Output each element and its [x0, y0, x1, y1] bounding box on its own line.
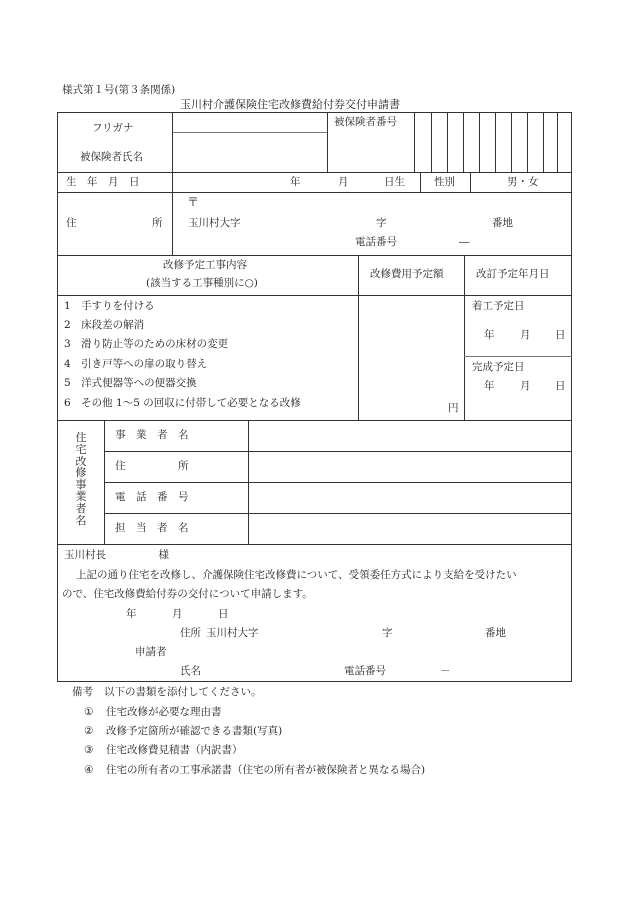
note-4-number: ④ [84, 764, 94, 776]
applicant-label: 申請者 [135, 646, 167, 658]
work-item-1[interactable]: 1 手すりを付ける [64, 300, 155, 312]
work-item-6[interactable]: 6 その他 1～5 の回収に付帯して必要となる改修 [64, 397, 301, 409]
address-aza: 字 [376, 217, 387, 229]
address-label-b: 所 [152, 217, 163, 229]
application-month-unit: 月 [172, 608, 183, 620]
yen-unit: 円 [448, 402, 459, 414]
contractor-address-field[interactable] [249, 452, 570, 481]
form-number: 様式第１号(第３条関係) [62, 84, 176, 96]
note-4-text: 住宅の所有者の工事承諾書（住宅の所有者が被保険者と異なる場合) [106, 764, 426, 776]
contractor-phone-label: 電 話 番 号 [115, 491, 189, 503]
application-year-unit: 年 [126, 608, 137, 620]
insured-number-field[interactable] [415, 113, 570, 171]
note-3-number: ③ [84, 744, 94, 756]
start-day-unit: 日 [555, 329, 566, 341]
address-village: 玉川村大字 [188, 217, 241, 229]
finish-year-unit: 年 [484, 380, 495, 392]
phone-dash: ― [459, 236, 470, 248]
insured-name-label: 被保険者氏名 [80, 151, 143, 163]
birth-day-unit: 日生 [384, 176, 405, 188]
applicant-name-label: 氏名 [180, 665, 201, 677]
notes-intro: 以下の書類を添付してください。 [104, 686, 262, 698]
insured-number-label: 被保険者番号 [334, 116, 397, 128]
contractor-business-label: 事 業 者 名 [115, 429, 189, 441]
finish-day-unit: 日 [555, 380, 566, 392]
applicant-phone-label: 電話番号 [344, 665, 386, 677]
contractor-business-field[interactable] [249, 421, 570, 450]
finish-month-unit: 月 [520, 380, 531, 392]
application-day-unit: 日 [218, 608, 229, 620]
contractor-person-field[interactable] [249, 514, 570, 543]
applicant-address-banchi: 番地 [485, 627, 506, 639]
note-3-text: 住宅改修費見積書（内訳書） [106, 744, 243, 756]
contractor-person-label: 担 当 者 名 [115, 522, 189, 534]
work-item-5[interactable]: 5 洋式便器等への便器交換 [64, 377, 197, 389]
mayor-addressee: 玉川村長 様 [64, 549, 169, 561]
applicant-phone-dash: － [440, 665, 451, 677]
renovation-content-subheader: (該当する工事種別に○) [146, 277, 258, 289]
start-month-unit: 月 [520, 329, 531, 341]
declaration-text-2: ので、住宅改修費給付券の交付について申請します。 [62, 588, 313, 600]
note-2-text: 改修予定箇所が確認できる書類(写真) [106, 725, 283, 737]
birth-year-unit: 年 [290, 176, 301, 188]
cost-field[interactable] [359, 296, 463, 419]
work-item-4[interactable]: 4 引き戸等への扉の取り替え [64, 358, 208, 370]
start-year-unit: 年 [484, 329, 495, 341]
birth-month-unit: 月 [338, 176, 349, 188]
furigana-label: フリガナ [92, 122, 134, 134]
declaration-text-1: 上記の通り住宅を改修し、介護保険住宅改修費について、受領委任方式により支給を受けたい [76, 569, 517, 581]
finish-date-label: 完成予定日 [472, 361, 525, 373]
furigana-field[interactable] [173, 113, 326, 132]
applicant-address-aza: 字 [382, 627, 393, 639]
note-1-text: 住宅改修が必要な理由書 [106, 706, 222, 718]
sex-options[interactable]: 男・女 [507, 176, 539, 188]
contractor-section-label: 住宅改修事業者名 [75, 431, 87, 527]
applicant-address-label: 住所 [180, 627, 201, 639]
birth-date-label: 生 年 月 日 [66, 176, 140, 188]
work-item-3[interactable]: 3 滑り防止等のための床材の変更 [64, 338, 229, 350]
form-title: 玉川村介護保険住宅改修費給付券交付申請書 [180, 98, 400, 111]
postal-mark-icon: 〒 [187, 195, 200, 209]
contractor-phone-field[interactable] [249, 483, 570, 512]
cost-header: 改修費用予定額 [370, 268, 444, 280]
note-2-number: ② [84, 725, 94, 737]
work-item-2[interactable]: 2 床段差の解消 [64, 319, 145, 331]
address-banchi: 番地 [492, 217, 513, 229]
phone-label: 電話番号 [355, 236, 397, 248]
notes-label: 備考 [72, 686, 93, 698]
date-header: 改訂予定年月日 [476, 268, 550, 280]
start-date-label: 着工予定日 [472, 300, 525, 312]
applicant-address-village: 玉川村大字 [206, 627, 259, 639]
address-label-a: 住 [66, 217, 77, 229]
contractor-address-label: 住 所 [115, 460, 189, 472]
note-1-number: ① [84, 706, 94, 718]
renovation-content-header: 改修予定工事内容 [163, 259, 247, 271]
sex-label: 性別 [434, 176, 455, 188]
insured-name-field[interactable] [173, 133, 326, 171]
